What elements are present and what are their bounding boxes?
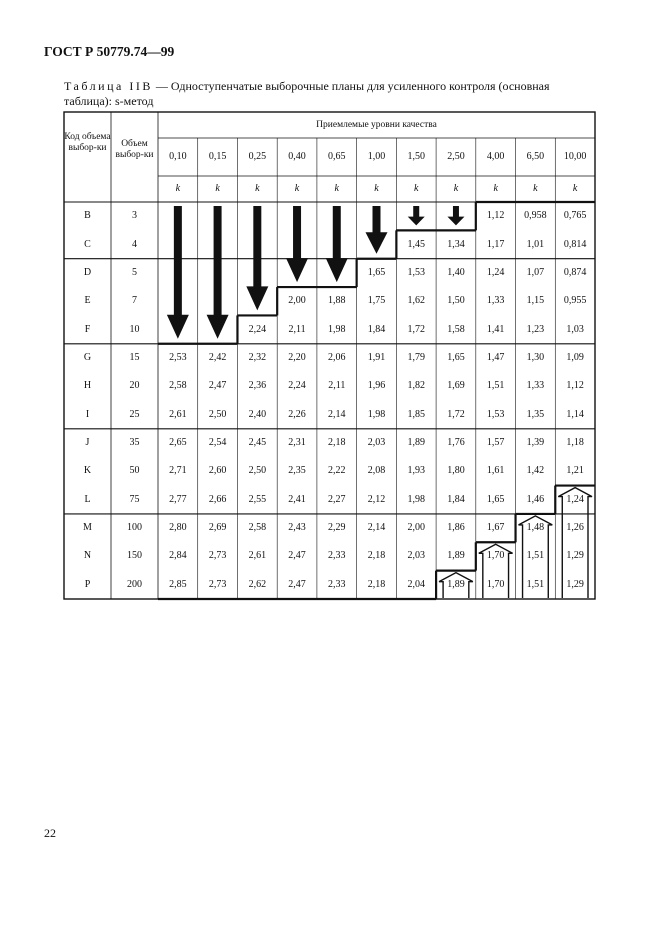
- k-value: 2,50: [248, 465, 267, 477]
- header-aql-level: 10,00: [563, 151, 587, 162]
- k-value: 2,73: [208, 550, 227, 562]
- k-value: 1,45: [407, 238, 425, 250]
- k-value: 1,70: [486, 578, 505, 590]
- k-value: 1,69: [447, 380, 465, 392]
- k-value: 2,27: [328, 493, 346, 505]
- row-size: 20: [129, 380, 140, 392]
- k-value: 1,70: [486, 550, 505, 562]
- k-value: 1,12: [566, 380, 584, 392]
- k-value: 1,62: [407, 295, 425, 307]
- caption-label: Таблица ІІВ: [64, 79, 153, 93]
- k-value: 1,93: [407, 465, 425, 477]
- k-value: 2,18: [367, 550, 386, 562]
- k-value: 2,14: [328, 408, 346, 420]
- k-value: 1,65: [486, 493, 505, 505]
- k-value: 2,20: [288, 351, 306, 363]
- row-code: J: [85, 437, 90, 449]
- k-value: 1,76: [447, 437, 465, 449]
- sampling-plan-table: [64, 112, 595, 599]
- k-value: 2,58: [248, 522, 267, 534]
- caption-text: — Одноступенчатые выборочные планы для усиленного контроля (основная таблица): s-метод: [64, 79, 550, 108]
- down-arrow-icon: [207, 206, 229, 339]
- k-value: 2,55: [248, 493, 267, 505]
- k-value: 1,89: [447, 550, 465, 562]
- row-code: B: [84, 210, 91, 222]
- k-value: 2,26: [288, 408, 306, 420]
- header-k: k: [493, 183, 498, 194]
- k-value: 1,21: [566, 465, 584, 477]
- k-value: 1,72: [407, 323, 425, 335]
- row-code: M: [83, 522, 92, 534]
- k-value: 2,24: [248, 323, 267, 335]
- k-value: 2,31: [288, 437, 306, 449]
- k-value: 1,84: [367, 323, 386, 335]
- k-value: 2,53: [169, 351, 187, 363]
- k-value: 1,82: [407, 380, 425, 392]
- k-value: 2,22: [328, 465, 346, 477]
- k-value: 2,35: [288, 465, 306, 477]
- k-value: 1,29: [566, 550, 584, 562]
- k-value: 2,85: [169, 578, 187, 590]
- k-value: 1,46: [526, 493, 545, 505]
- k-value: 1,85: [407, 408, 425, 420]
- row-code: N: [83, 550, 92, 562]
- row-size: 15: [129, 351, 140, 363]
- row-code: F: [84, 323, 91, 335]
- k-value: 1,15: [526, 295, 545, 307]
- k-value: 1,33: [526, 380, 545, 392]
- k-value: 2,60: [208, 465, 227, 477]
- k-value: 1,29: [566, 578, 584, 590]
- k-value: 2,08: [367, 465, 386, 477]
- row-code: K: [83, 465, 92, 477]
- header-aql-level: 2,50: [447, 151, 465, 162]
- k-value: 1,18: [566, 437, 584, 449]
- header-aql-level: 6,50: [526, 151, 545, 162]
- down-arrow-icon: [167, 206, 189, 339]
- k-value: 1,24: [486, 266, 505, 278]
- header-k: k: [215, 183, 220, 194]
- k-value: 1,96: [367, 380, 386, 392]
- k-value: 1,53: [407, 266, 425, 278]
- row-code: D: [83, 266, 92, 278]
- k-value: 1,42: [526, 465, 545, 477]
- k-value: 2,61: [169, 408, 187, 420]
- row-code: I: [85, 408, 90, 420]
- header-aql-level: 1,50: [407, 151, 425, 162]
- header-size: Объем выбор-ки: [115, 139, 154, 160]
- k-value: 1,33: [486, 295, 505, 307]
- row-size: 4: [132, 238, 137, 250]
- k-value: 2,40: [248, 408, 267, 420]
- k-value: 1,91: [367, 351, 386, 363]
- down-arrow-icon: [447, 206, 464, 225]
- header-aql-level: 0,10: [169, 151, 187, 162]
- k-value: 2,84: [169, 550, 187, 562]
- down-arrow-icon: [366, 206, 388, 254]
- row-code: L: [84, 493, 91, 505]
- k-value: 2,45: [248, 437, 267, 449]
- row-code: E: [84, 295, 91, 307]
- k-value: 1,98: [328, 323, 346, 335]
- k-value: 1,41: [486, 323, 505, 335]
- k-value: 2,33: [328, 550, 346, 562]
- k-value: 2,50: [208, 408, 227, 420]
- k-value: 2,03: [367, 437, 386, 449]
- row-size: 7: [132, 295, 137, 307]
- k-value: 1,98: [367, 408, 386, 420]
- row-size: 150: [127, 550, 142, 562]
- row-size: 5: [132, 266, 137, 278]
- header-k: k: [255, 183, 260, 194]
- header-k: k: [413, 183, 419, 194]
- k-value: 1,24: [566, 493, 584, 505]
- k-value: 2,36: [248, 380, 267, 392]
- k-value: 1,67: [486, 522, 505, 534]
- header-k: k: [334, 183, 339, 194]
- k-value: 2,77: [169, 493, 187, 505]
- k-value: 2,11: [328, 380, 346, 392]
- k-value: 1,26: [566, 522, 584, 534]
- k-value: 1,61: [486, 465, 505, 477]
- k-value: 0,874: [563, 266, 587, 278]
- k-value: 2,47: [288, 578, 306, 590]
- k-value: 2,04: [407, 578, 425, 590]
- k-value: 0,958: [524, 210, 547, 222]
- page-number: 22: [44, 826, 56, 840]
- k-value: 0,765: [563, 210, 587, 222]
- row-size: 3: [132, 210, 137, 222]
- k-value: 1,51: [526, 550, 545, 562]
- down-arrow-icon: [286, 206, 308, 282]
- k-value: 2,18: [328, 437, 346, 449]
- k-value: 1,79: [407, 351, 425, 363]
- k-value: 1,48: [526, 522, 545, 534]
- k-value: 1,75: [367, 295, 386, 307]
- k-value: 1,35: [526, 408, 545, 420]
- k-value: 1,65: [367, 266, 386, 278]
- k-value: 1,88: [328, 295, 346, 307]
- header-aql-level: 0,25: [248, 151, 267, 162]
- k-value: 1,30: [526, 351, 545, 363]
- row-code: G: [83, 351, 92, 363]
- k-value: 2,12: [367, 493, 386, 505]
- k-value: 1,23: [526, 323, 545, 335]
- k-value: 1,07: [526, 266, 545, 278]
- k-value: 2,33: [328, 578, 346, 590]
- k-value: 2,61: [248, 550, 267, 562]
- k-value: 2,24: [288, 380, 306, 392]
- k-value: 2,32: [248, 351, 267, 363]
- header-k: k: [175, 183, 181, 194]
- k-value: 1,40: [447, 266, 465, 278]
- k-value: 2,41: [288, 493, 306, 505]
- header-aql-level: 0,40: [288, 151, 306, 162]
- header-aql-group: Приемлемые уровни качества: [316, 120, 437, 130]
- k-value: 1,17: [486, 238, 505, 250]
- k-value: 2,47: [288, 550, 306, 562]
- header-aql-level: 0,15: [208, 151, 227, 162]
- k-value: 1,39: [526, 437, 545, 449]
- k-value: 2,80: [169, 522, 187, 534]
- row-code: C: [84, 238, 91, 250]
- k-value: 2,66: [208, 493, 227, 505]
- k-value: 2,71: [169, 465, 187, 477]
- row-size: 50: [129, 465, 140, 477]
- header-aql-level: 4,00: [486, 151, 505, 162]
- k-value: 1,51: [486, 380, 505, 392]
- header-k: k: [533, 183, 538, 194]
- row-size: 100: [127, 522, 142, 534]
- k-value: 2,69: [208, 522, 227, 534]
- down-arrow-icon: [326, 206, 348, 282]
- k-value: 1,89: [407, 437, 425, 449]
- row-size: 200: [127, 578, 142, 590]
- k-value: 2,43: [288, 522, 306, 534]
- k-value: 2,47: [208, 380, 227, 392]
- k-value: 2,42: [208, 351, 227, 363]
- k-value: 2,58: [169, 380, 187, 392]
- k-value: 2,00: [288, 295, 306, 307]
- k-value: 0,955: [563, 295, 587, 307]
- header-aql-level: 0,65: [328, 151, 346, 162]
- row-size: 25: [129, 408, 140, 420]
- k-value: 2,62: [248, 578, 267, 590]
- k-value: 1,65: [447, 351, 465, 363]
- k-value: 1,47: [486, 351, 505, 363]
- k-value: 1,72: [447, 408, 465, 420]
- header-k: k: [374, 183, 379, 194]
- header-aql-level: 1,00: [367, 151, 386, 162]
- k-value: 2,73: [208, 578, 227, 590]
- document-header: ГОСТ Р 50779.74—99: [44, 44, 175, 59]
- k-value: 2,00: [407, 522, 425, 534]
- row-size: 10: [129, 323, 140, 335]
- row-code: H: [83, 380, 92, 392]
- down-arrow-icon: [408, 206, 425, 225]
- k-value: 2,18: [367, 578, 386, 590]
- k-value: 1,89: [447, 578, 465, 590]
- k-value: 2,65: [169, 437, 187, 449]
- k-value: 1,80: [447, 465, 465, 477]
- k-value: 1,57: [486, 437, 505, 449]
- k-value: 1,86: [447, 522, 465, 534]
- header-k: k: [453, 183, 459, 194]
- k-value: 1,51: [526, 578, 545, 590]
- k-value: 2,14: [367, 522, 386, 534]
- k-value: 1,09: [566, 351, 584, 363]
- k-value: 1,53: [486, 408, 505, 420]
- row-size: 35: [129, 437, 140, 449]
- k-value: 1,12: [486, 210, 505, 222]
- k-value: 1,03: [566, 323, 584, 335]
- k-value: 2,06: [328, 351, 346, 363]
- k-value: 1,98: [407, 493, 425, 505]
- table-caption: [64, 79, 584, 109]
- header-code: Код объема выбор-ки: [64, 132, 111, 153]
- k-value: 0,814: [563, 238, 587, 250]
- k-value: 1,01: [526, 238, 545, 250]
- k-value: 1,34: [447, 238, 465, 250]
- row-code: P: [84, 578, 91, 590]
- k-value: 2,03: [407, 550, 425, 562]
- header-k: k: [294, 183, 300, 194]
- k-value: 2,54: [208, 437, 227, 449]
- k-value: 2,11: [288, 323, 306, 335]
- k-value: 1,14: [566, 408, 584, 420]
- k-value: 1,50: [447, 295, 465, 307]
- row-size: 75: [129, 493, 140, 505]
- k-value: 2,29: [328, 522, 346, 534]
- header-k: k: [572, 183, 578, 194]
- k-value: 1,84: [447, 493, 465, 505]
- k-value: 1,58: [447, 323, 465, 335]
